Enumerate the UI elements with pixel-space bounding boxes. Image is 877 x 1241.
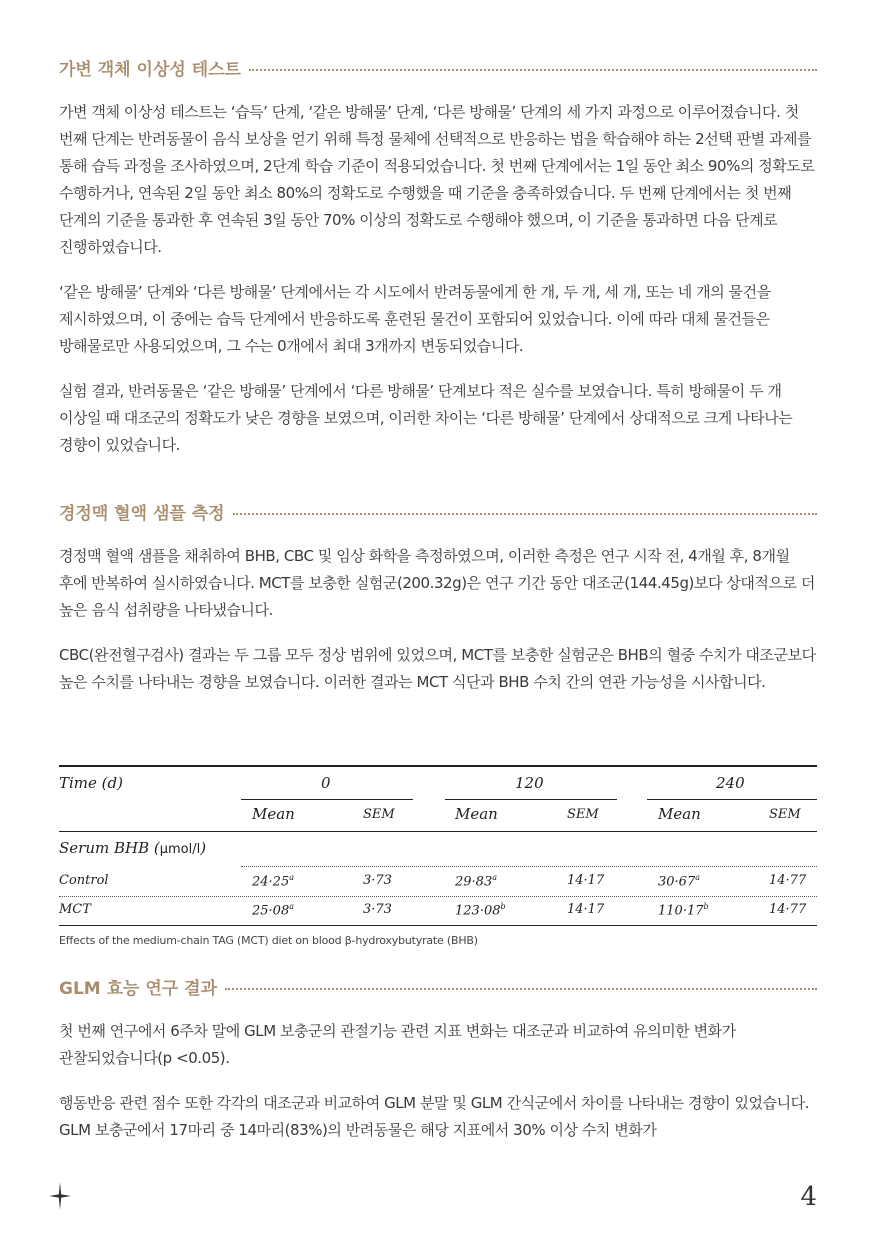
group-header-240: 240	[716, 774, 745, 792]
cell-value: 14·17	[567, 902, 605, 917]
section-jugular-blood	[59, 499, 817, 696]
table-top-rule	[59, 765, 817, 767]
row-dotted-rule	[241, 866, 817, 867]
paragraph: 행동반응 관련 점수 또한 각각의 대조군과 비교하여 GLM 분말 및 GLM 간식군에서 차이를 나타내는 경향이 있었습니다. GLM 보충군에서 17마리 중 14마리(83%)의 반려동물은 해당 지표에서 30% 이상 수치 변화가	[59, 1094, 809, 1139]
cell-value: 123·08	[455, 903, 501, 919]
subheader-sem: SEM	[363, 807, 395, 822]
table-caption: Effects of the medium-chain TAG (MCT) diet on blood β-hydroxybutyrate (BHB)	[59, 934, 478, 947]
subheader-mean: Mean	[455, 805, 498, 823]
table-cell	[769, 902, 806, 917]
measure-close: )	[200, 839, 207, 857]
cell-superscript: a	[289, 902, 294, 911]
paragraph: 경정맥 혈액 샘플을 채취하여 BHB, CBC 및 임상 화학을 측정하였으며, 이러한 측정은 연구 시작 전, 4개월 후, 8개월 후에 반복하여 실시하였습니다. MCT를 보충한 실험군(200.32g)은 연구 기간 동안 대조군(144.45g)보다 상대적으로 더 높은 음식 섭취량을 나타냈습니다.	[59, 547, 815, 619]
section-heading	[59, 55, 817, 79]
paragraph: ‘같은 방해물’ 단계와 ‘다른 방해물’ 단계에서는 각 시도에서 반려동물에게 한 개, 두 개, 세 개, 또는 네 개의 물건을 제시하였으며, 이 중에는 습득 단계에서 반응하도록 훈련된 물건이 포함되어 있었습니다. 이에 따라 대체 물건들은 방해물로만 사용되었으며, 그 수는 0개에서 최대 3개까지 변동되었습니다.	[59, 283, 771, 355]
table-cell	[658, 902, 709, 918]
subheader-mean: Mean	[252, 805, 295, 823]
cell-superscript: b	[703, 902, 709, 911]
table-cell	[658, 873, 700, 889]
subheader-sem: SEM	[769, 807, 801, 822]
subheader-mean: Mean	[658, 805, 701, 823]
heading-dotted-rule	[233, 513, 817, 515]
heading-dotted-rule	[249, 69, 817, 71]
row-dotted-rule	[59, 896, 817, 897]
cell-value: 14·77	[769, 902, 807, 917]
section-heading	[59, 974, 817, 998]
row-label: Control	[59, 873, 109, 888]
table-cell	[455, 902, 506, 918]
heading-dotted-rule	[225, 988, 817, 990]
measure-label	[59, 839, 206, 857]
cell-value: 30·67	[658, 874, 696, 890]
section-heading-text: 가변 객체 이상성 테스트	[59, 59, 241, 80]
cell-value: 29·83	[455, 874, 493, 890]
paragraph: 첫 번째 연구에서 6주차 말에 GLM 보충군의 관절기능 관련 지표 변화는 대조군과 비교하여 유의미한 변화가 관찰되었습니다(p <0.05).	[59, 1022, 736, 1067]
group-rule-240	[647, 799, 817, 800]
cell-value: 14·77	[769, 873, 807, 888]
section-heading-text: GLM 효능 연구 결과	[59, 978, 217, 999]
section-heading-text: 경정맥 혈액 샘플 측정	[59, 503, 225, 524]
paragraph: 가변 객체 이상성 테스트는 ‘습득’ 단계, ‘같은 방해물’ 단계, ‘다른 방해물’ 단계의 세 가지 과정으로 이루어졌습니다. 첫 번째 단계는 반려동물이 음식 보상을 얻기 위해 특정 물체에 선택적으로 반응하는 법을 학습해야 하는 2선택 판별 과제를 통해 습득 과정을 조사하였으며, 2단계 학습 기준이 적용되었습니다. 첫 번째 단계에서는 1일 동안 최소 90%의 정확도로 수행하거나, 연속된 2일 동안 최소 80%의 정확도로 수행했을 때 기준을 충족하였습니다. 두 번째 단계에서는 첫 번째 단계의 기준을 통과한 후 연속된 3일 동안 70% 이상의 정확도로 수행해야 했으며, 이 기준을 통과하면 다음 단계로 진행하였습니다.	[59, 103, 815, 256]
paragraph: 실험 결과, 반려동물은 ‘같은 방해물’ 단계에서 ‘다른 방해물’ 단계보다 적은 실수를 보였습니다. 특히 방해물이 두 개 이상일 때 대조군의 정확도가 낮은 경향을 보였으며, 이러한 차이는 ‘다른 방해물’ 단계에서 상대적으로 크게 나타나는 경향이 있었습니다.	[59, 382, 793, 454]
group-header-0: 0	[321, 774, 331, 792]
cell-superscript: a	[695, 873, 700, 882]
table-cell	[769, 873, 806, 888]
table-corner-label: Time (d)	[59, 774, 123, 792]
cell-value: 3·73	[363, 873, 392, 888]
table-bottom-rule	[59, 925, 817, 926]
table-cell	[567, 873, 604, 888]
group-header-120: 120	[515, 774, 544, 792]
cell-superscript: a	[289, 873, 294, 882]
cell-value: 3·73	[363, 902, 392, 917]
cell-value: 14·17	[567, 873, 605, 888]
row-label: MCT	[59, 902, 91, 917]
table-cell	[567, 902, 604, 917]
page-number: 4	[800, 1182, 817, 1212]
cell-value: 25·08	[252, 903, 290, 919]
cell-value: 110·17	[658, 903, 704, 919]
cell-superscript: b	[500, 902, 506, 911]
table-cell	[455, 873, 497, 889]
paragraph: CBC(완전혈구검사) 결과는 두 그룹 모두 정상 범위에 있었으며, MCT를 보충한 실험군은 BHB의 혈중 수치가 대조군보다 높은 수치를 나타내는 경향을 보였습니다. 이러한 결과는 MCT 식단과 BHB 수치 간의 연관 가능성을 시사합니다.	[59, 646, 816, 691]
cell-value: 24·25	[252, 874, 290, 890]
measure-unit: μmol/l	[159, 842, 201, 857]
section-variable-object	[59, 55, 817, 459]
four-point-star-icon	[49, 1182, 71, 1210]
cell-superscript: a	[492, 873, 497, 882]
section-heading	[59, 499, 817, 523]
header-rule	[59, 831, 817, 832]
table-cell	[363, 873, 392, 888]
section-glm	[59, 974, 817, 1144]
table-cell	[363, 902, 392, 917]
measure-name: Serum BHB (	[59, 839, 160, 857]
table-cell	[252, 873, 294, 889]
table-cell	[252, 902, 294, 918]
group-rule-120	[445, 799, 617, 800]
group-rule-0	[241, 799, 413, 800]
subheader-sem: SEM	[567, 807, 599, 822]
